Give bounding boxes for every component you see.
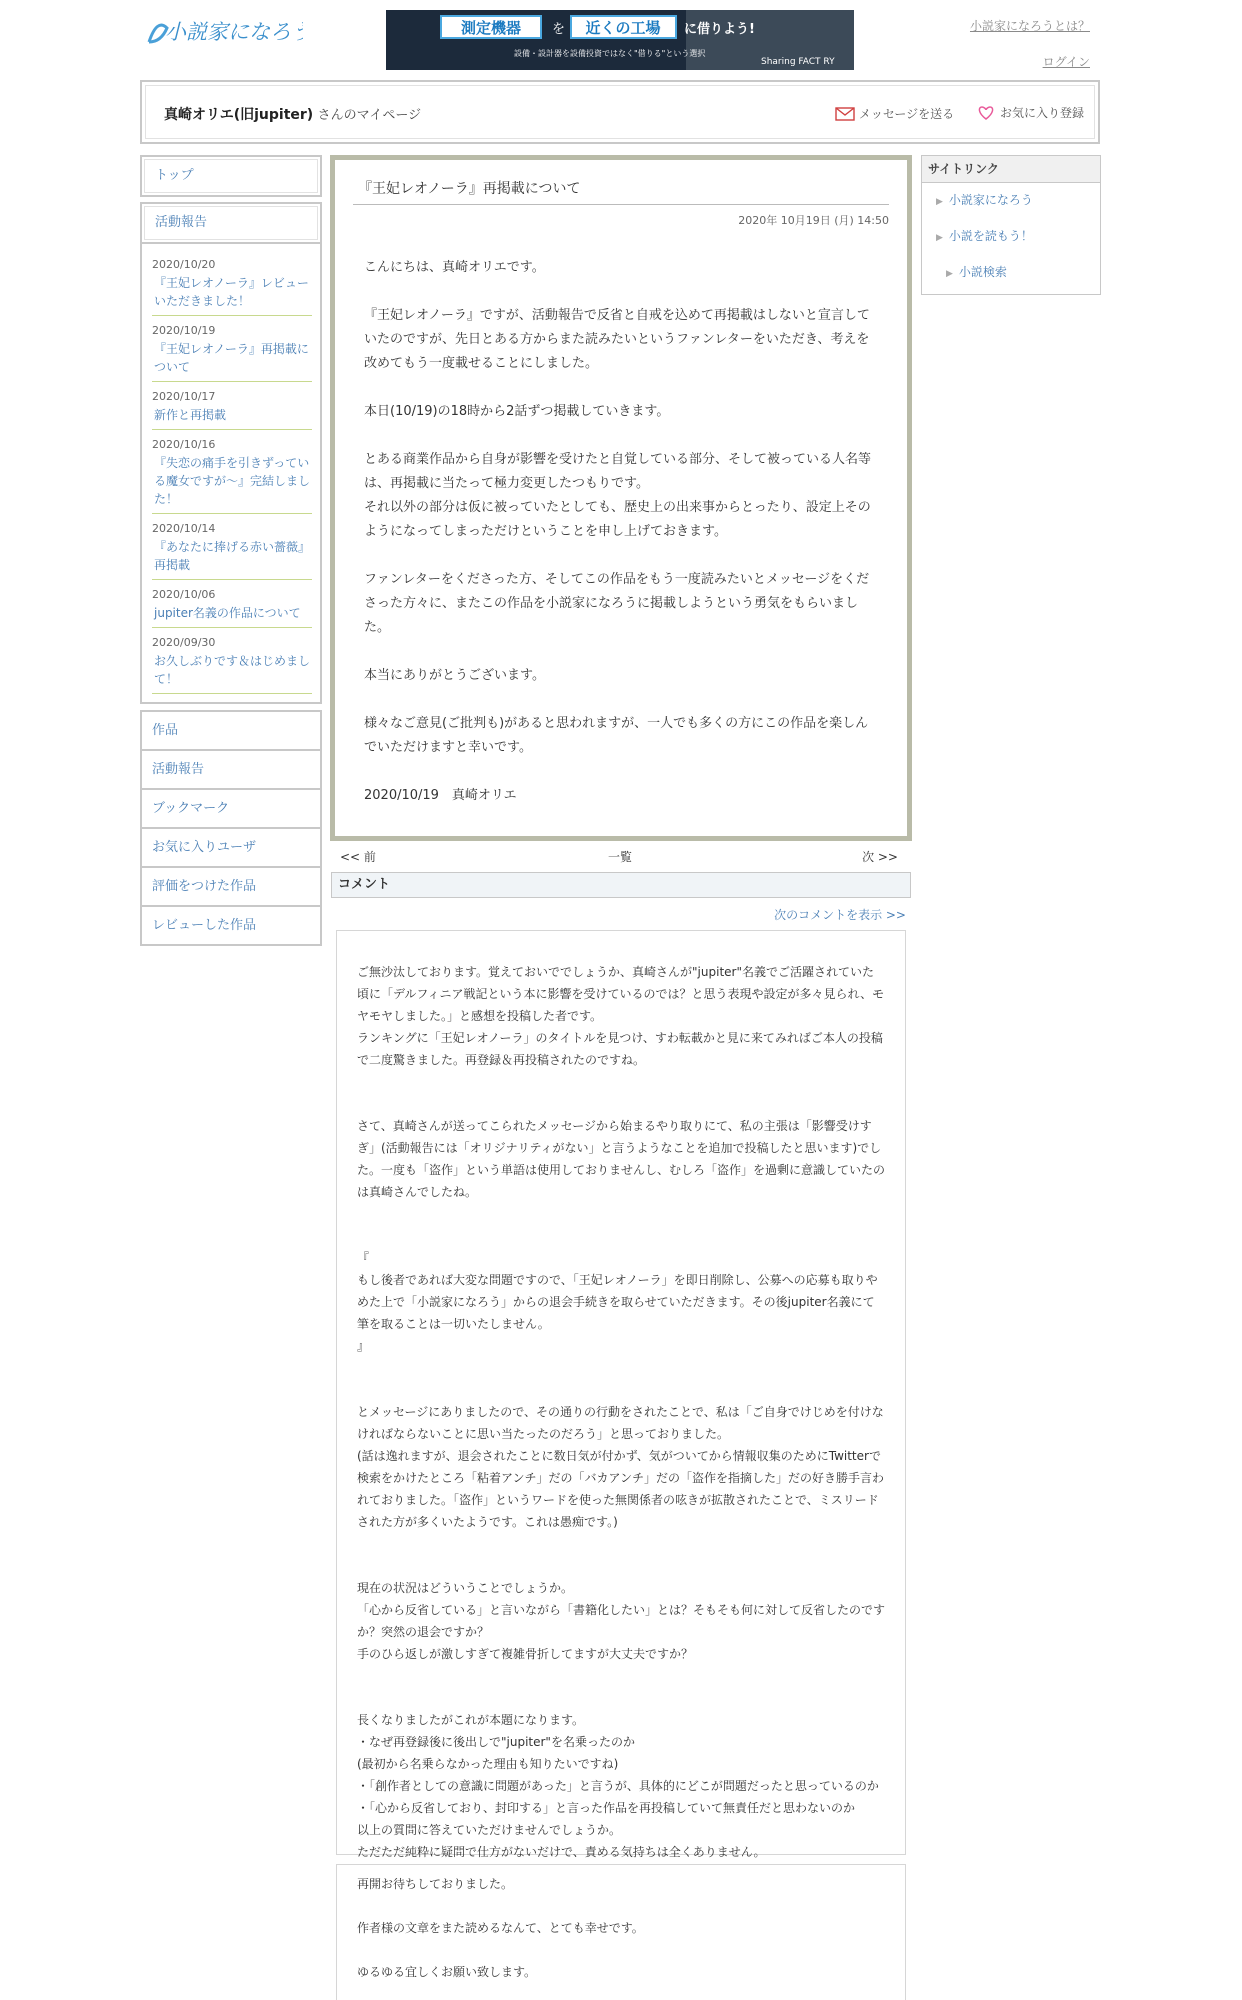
sidebar-item-reviewed[interactable]: レビューした作品 [142,907,320,944]
report-title[interactable]: 新作と再掲載 [154,408,227,422]
report-title[interactable]: 『王妃レオノーラ』再掲載について [154,342,309,374]
sidebar-item-works[interactable]: 作品 [142,712,320,751]
header-links [970,8,1090,80]
user-actions [817,104,1084,124]
banner-subline: 設備・設計器を設備投資ではなく"借りる"という選択 [514,49,706,58]
article-paragraph: ファンレターをくださった方、そしてこの作品をもう一度読みたいとメッセージをくださった方々に、またこの作品を小説家になろうに掲載しようという勇気をもらいました。 [364,572,870,635]
prev-link[interactable]: << 前 [340,850,376,864]
site-links-heading: サイトリンク [922,156,1100,183]
comment-paragraph: ゆるゆる宜しくお願い致します。 [357,1965,537,1979]
mail-icon [835,107,855,121]
send-message-label: メッセージを送る [858,107,955,121]
banner-ad[interactable] [386,10,854,70]
about-link[interactable]: 小説家になろうとは？ [969,19,1090,33]
report-date: 2020/10/14 [152,522,216,535]
article-paragraph: 本日(10/19)の18時から2話ずつ掲載していきます。 [364,404,670,419]
report-date: 2020/09/30 [152,636,216,649]
next-link[interactable]: 次 >> [862,850,898,864]
article-paragraph: 本当にありがとうございます。 [364,668,545,683]
logo-text: 小説家になろう [165,20,303,44]
comment-paragraph: 再開お待ちしておりました。 [357,1877,514,1891]
report-date: 2020/10/20 [152,258,216,271]
add-favorite-label: お気に入り登録 [999,106,1084,120]
report-item[interactable] [152,316,312,382]
report-title[interactable]: お久しぶりです＆はじめまして！ [154,654,311,686]
banner-connector: を [552,22,566,37]
article-title: 『王妃レオノーラ』再掲載について [358,181,581,197]
login-link[interactable]: ログイン [1042,55,1090,69]
report-date: 2020/10/17 [152,390,216,403]
banner-part3: に借りよう! [684,22,755,37]
sidebar-item-rated[interactable]: 評価をつけた作品 [142,868,320,907]
triangle-right-icon: ▶ [936,197,943,207]
report-item[interactable] [152,430,312,514]
banner-part1: 測定機器 [460,19,522,37]
report-title[interactable]: 『失恋の痛手を引きずっている魔女ですが～』完結しました！ [154,456,311,506]
comment-body [337,1865,905,1983]
report-date: 2020/10/19 [152,324,216,337]
sidebar-top-box [140,155,322,197]
sidebar-menu [140,710,322,946]
triangle-right-icon: ▶ [936,233,943,243]
report-title[interactable]: 『あなたに捧げる赤い薔薇』再掲載 [154,540,311,572]
article-date: 2020年 10月19日 (月) 14:50 [738,214,889,227]
heart-icon [976,105,996,121]
sitelink-label: 小説を読もう！ [948,229,1033,243]
next-comments-link[interactable]: 次のコメントを表示 >> [774,908,906,922]
article-divider [353,204,889,205]
report-item[interactable] [152,580,312,628]
article-paragraph: 様々なご意見(ご批判も)があると思われますが、一人でも多くの方にこの作品を楽しんでいただけますと幸いです。 [364,716,869,755]
user-name: 真崎オリエ(旧jupiter) [164,107,314,123]
left-sidebar [140,155,322,946]
logo-mark [143,12,303,52]
sitelink-yomou[interactable] [922,219,1100,255]
comment-paragraph: ご無沙汰しております。覚えておいででしょうか、真崎さんが"jupiter"名義でご活躍されていた頃に「デルフィニア戦記という本に影響を受けているのでは？と思う表現や設定が多々見られ、モヤモヤしました。」と感想を投稿した者です。 ランキングに「王妃レオノーラ」のタイトルを見つけ、すわ転載かと見に来てみればご本人の投稿で二度驚きました。再登録＆再投稿されたのですね。 [357,965,885,1067]
send-message-button[interactable] [835,105,954,122]
sitelink-label: 小説検索 [958,265,1007,279]
comment-card [336,930,906,1859]
comment-paragraph: 現在の状況はどういうことでしょうか。 「心から反省している」と言いながら「書籍化したい」とは？そもそも何に対して反省したのですか？突然の退会ですか？ 手のひら返しが激しすぎて複雑骨折してますが大丈夫ですか？ [357,1581,886,1661]
banner-part2: 近くの工場 [585,19,661,37]
user-name-line [164,104,421,124]
article-paragraph: とある商業作品から自身が影響を受けたと自覚している部分、そして被っている人名等は、再掲載に当たって極力変更したつもりです。 それ以外の部分は仮に被っていたとしても、歴史上の出来事からとったり、設定上そのようになってしまっただけということを申し上げておきます。 [364,452,872,539]
article-body [364,256,881,832]
sidebar-reports-heading[interactable]: 活動報告 [144,206,318,240]
comment-body [337,931,905,1929]
sitelink-search[interactable] [922,255,1100,291]
report-item[interactable] [152,250,312,316]
sidebar-reports-box [140,202,322,244]
comments-heading: コメント [331,872,911,898]
add-favorite-button[interactable] [976,104,1084,121]
sidebar-item-top[interactable]: トップ [144,159,318,193]
report-item[interactable] [152,514,312,580]
sitelink-narou[interactable] [922,183,1100,219]
sidebar-item-reports[interactable]: 活動報告 [142,751,320,790]
article-frame [330,155,912,841]
report-item[interactable] [152,628,312,694]
sidebar-item-bookmarks[interactable]: ブックマーク [142,790,320,829]
comment-paragraph: さて、真崎さんが送ってこられたメッセージから始まるやり取りにて、私の主張は「影響受けすぎ」(活動報告には「オリジナリティがない」と言うようなことを追加で投稿したと思います)でした。一度も「盗作」という単語は使用しておりませんし、むしろ「盗作」を過剰に意識していたのは真崎さんでしたね。 [357,1119,886,1199]
report-title[interactable]: jupiter名義の作品について [154,606,301,620]
list-link[interactable]: 一覧 [608,850,633,864]
site-links [921,155,1101,295]
article-paragraph: 『王妃レオノーラ』ですが、活動報告で反省と自戒を込めて再掲載はしないと宣言していたのですが、先日とある方からまた読みたいというファンレターをいただき、考えを改めてもう一度載せることにしました。 [364,308,870,371]
banner-graphic [386,10,854,70]
comment-paragraph: 作者様の文章をまた読めるなんて、とても幸せです。 [357,1921,644,1935]
sidebar-item-fav-users[interactable]: お気に入りユーザ [142,829,320,868]
comment-paragraph: 『 もし後者であれば大変な問題ですので、「王妃レオノーラ」を即日削除し、公募への応募も取りやめた上で「小説家になろう」からの退会手続きを取らせていただきます。その後jupiter名義にて筆を取ることは一切いたしません。 』 [357,1251,878,1353]
comment-paragraph: とメッセージにありましたので、その通りの行動をされたことで、私は「ご自身でけじめを付けなければならないことに思い当たったのだろう」と思っておりました。 (話は逸れますが、退会されたことに数日気が付かず、気がついてから情報収集のためにTwitterで検索をかけたところ「粘着アンチ」だの「バカアンチ」だの「盗作を指摘した」だの好き勝手言われておりました。「盗作」というワードを使った無関係者の呟きが拡散されたことで、ミスリードされた方が多くいたようです。これは愚痴です。) [357,1405,885,1529]
report-item[interactable] [152,382,312,430]
report-date: 2020/10/06 [152,588,216,601]
report-list [140,244,322,704]
report-date: 2020/10/16 [152,438,216,451]
article-paragraph: こんにちは、真崎オリエです。 [364,260,545,275]
triangle-right-icon: ▶ [946,269,953,279]
comment-paragraph: 長くなりましたがこれが本題になります。 ・なぜ再登録後に後出しで"jupiter"を名乗ったのか (最初から名乗らなかった理由も知りたいですね) ・「創作者としての意識に問題があった」と言うが、具体的にどこが問題だったと思っているのか ・「心から反省しており、封印する」と言った作品を再投稿していて無責任だと思わないのか 以上の質問に答えていただけませんでしょうか。 ただただ純粋に疑問で仕方がないだけで、責める気持ちは全くありません。 [357,1713,879,1859]
report-title[interactable]: 『王妃レオノーラ』レビューいただきました！ [154,276,309,308]
comment-card [336,1864,906,2000]
site-logo[interactable] [143,12,303,52]
user-page-suffix: さんのマイページ [317,108,422,123]
sitelink-label: 小説家になろう [948,193,1033,207]
user-header [140,80,1100,144]
banner-brand: Sharing FACT RY [761,57,835,67]
article-signature: 2020/10/19 真崎オリエ [364,788,517,803]
